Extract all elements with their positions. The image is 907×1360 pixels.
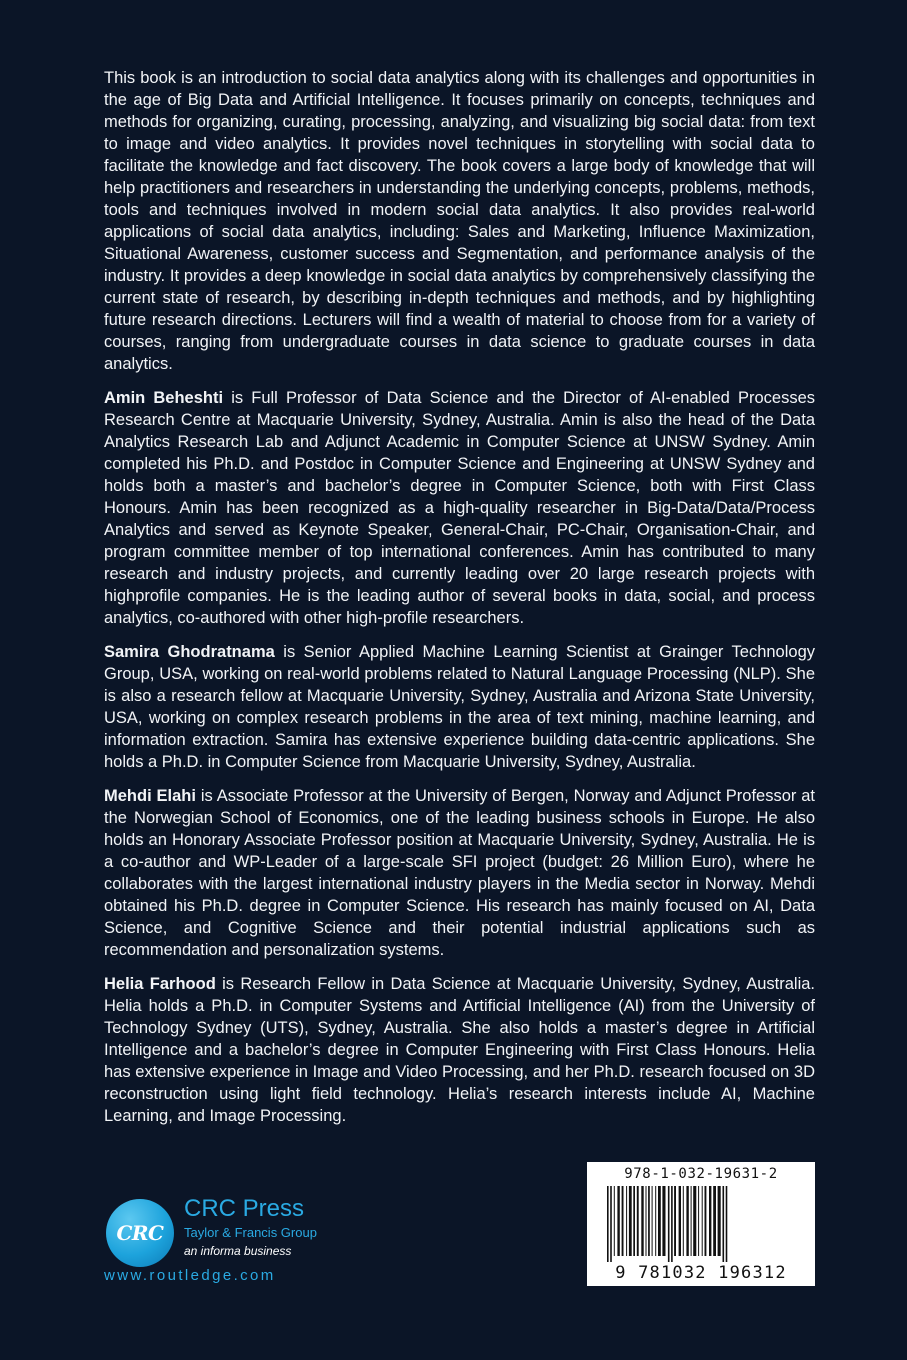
barcode-bars-icon — [605, 1186, 801, 1262]
barcode-bar — [626, 1186, 627, 1256]
barcode-bar — [671, 1186, 673, 1262]
publisher-url[interactable]: www.routledge.com — [104, 1267, 276, 1284]
back-cover-text — [104, 67, 815, 1139]
barcode-bar — [622, 1186, 624, 1256]
barcode-bar — [617, 1186, 619, 1256]
barcode-bar — [691, 1186, 692, 1256]
author-name: Helia Farhood — [104, 975, 216, 993]
barcode-bar — [713, 1186, 716, 1256]
ean-number: 9 781032 196312 — [615, 1263, 787, 1283]
book-description: This book is an introduction to social data analytics along with its challenges and opportunities in the age of Big Data and Artificial Intelligence. It focuses primarily on concepts, techniques and methods for organizing, curating, processing, analyzing, and visualizing big social data: from text to image and video analytics. It provides novel techniques in storytelling with social data to facilitate the knowledge and fact discovery. The book covers a large body of knowledge that will help practitioners and researchers in understanding the underlying concepts, problems, methods, tools and techniques involved in modern social data analytics. It also provides real-world applications of social data analytics, including: Sales and Marketing, Influence Maximization, Situational Awareness, customer success and Segmentation, and performance analysis of the industry. It provides a deep knowledge in social data analytics by comprehensively classifying the current state of research, by describing in-depth techniques and methods, and by highlighting future research directions. Lecturers will find a wealth of material to choose from for a variety of courses, ranging from undergraduate courses in data science to graduate courses in data analytics. — [104, 69, 815, 373]
author-bio-text: is Senior Applied Machine Learning Scientist at Grainger Technology Group, USA, working on real-world problems related to Natural Language Processing (NLP). She is also a research fellow at Macquarie University, Sydney, Australia and Arizona State University, USA, working on complex research problems in the area of text mining, machine learning, and information extraction. Samira has extensive experience building data-centric applications. She holds a Ph.D. in Computer Science from Macquarie University, Sydney, Australia. — [104, 643, 815, 771]
author-name: Amin Beheshti — [104, 389, 224, 407]
barcode-bar — [648, 1186, 650, 1256]
barcode-bar — [679, 1186, 681, 1256]
publisher-block — [104, 1193, 364, 1293]
logo-text: CRC — [116, 1221, 164, 1245]
barcode-bar — [633, 1186, 635, 1256]
barcode-bar — [683, 1186, 684, 1256]
barcode-bar — [709, 1186, 711, 1256]
barcode-bar — [674, 1186, 676, 1256]
barcode-bar — [652, 1186, 653, 1256]
barcode-bar — [726, 1186, 728, 1262]
barcode-bar — [607, 1186, 609, 1262]
barcode-bar — [686, 1186, 688, 1256]
publisher-group: Taylor & Francis Group — [184, 1225, 317, 1240]
author-bio-beheshti — [104, 387, 815, 629]
barcode-bar — [646, 1186, 647, 1256]
barcode-bar — [629, 1186, 632, 1256]
barcode-bar — [718, 1186, 721, 1256]
crc-logo-icon — [106, 1199, 174, 1267]
isbn-barcode — [587, 1162, 815, 1286]
barcode-bar — [668, 1186, 670, 1262]
barcode-bar — [655, 1186, 656, 1256]
barcode-bar — [610, 1186, 612, 1262]
author-bio-text: is Research Fellow in Data Science at Macquarie University, Sydney, Australia. Helia holds a Ph.D. in Computer Systems and Artificial Intelligence (AI) from the University of Technology Sydney (UTS), Sydney, Australia. She also holds a master’s degree in Artificial Intelligence and a bachelor’s degree in Computer Engineering with First Class Honours. Helia has extensive experience in Image and Video Processing, and her Ph.D. research focused on 3D reconstruction using light field technology. Helia’s research interests include AI, Machine Learning, and Image Processing. — [104, 975, 816, 1125]
author-bio-ghodratnama — [104, 641, 815, 773]
barcode-bar — [723, 1186, 725, 1262]
author-bio-elahi — [104, 785, 815, 961]
publisher-business: an informa business — [184, 1244, 292, 1258]
barcode-bar — [693, 1186, 696, 1256]
barcode-bar — [702, 1186, 703, 1256]
author-bio-text: is Associate Professor at the University of Bergen, Norway and Adjunct Professor at the Norwegian School of Economics, one of the leading business schools in Europe. He also holds an Honorary Associate Professor position at Macquarie University, Sydney, Australia. He is a co-author and WP-Leader of a large-scale SFI project (budget: 26 Million Euro), where he collaborates with the largest international industry players in the Media sector in Norway. Mehdi obtained his Ph.D. degree in Computer Science. His research has mainly focused on AI, Data Science, and Cognitive Science and their potential industrial applications such as recommendation and personalization systems. — [104, 787, 815, 959]
barcode-bar — [641, 1186, 643, 1256]
author-name: Mehdi Elahi — [104, 787, 196, 805]
barcode-bar — [698, 1186, 699, 1256]
barcode-bar — [662, 1186, 665, 1256]
barcode-bar — [658, 1186, 661, 1256]
author-bio-farhood — [104, 973, 815, 1127]
publisher-name: CRC Press — [184, 1195, 305, 1222]
barcode-bar — [614, 1186, 615, 1256]
barcode-bar — [705, 1186, 707, 1256]
barcode-bar — [637, 1186, 639, 1256]
author-name: Samira Ghodratnama — [104, 643, 275, 661]
author-bio-text: is Full Professor of Data Science and the Director of AI-enabled Processes Research Centre at Macquarie University, Sydney, Australia. Amin is also the head of the Data Analytics Research Lab and Adjunct Academic in Computer Science at UNSW Sydney. Amin completed his Ph.D. and Postdoc in Computer Science and Engineering at UNSW Sydney and holds both a master’s and bachelor’s degree in Computer Science, both with First Class Honours. Amin has been recognized as a high-quality researcher in Big-Data/Data/Process Analytics and served as Keynote Speaker, General-Chair, PC-Chair, Organisation-Chair, and program committee member of top international conferences. Amin has contributed to many research and industry projects, and currently leading over 20 large research projects with highprofile companies. He is the leading author of several books in data, social, and process analytics, co-authored with other high-profile researchers. — [104, 389, 815, 627]
isbn-number: 978-1-032-19631-2 — [624, 1166, 778, 1182]
